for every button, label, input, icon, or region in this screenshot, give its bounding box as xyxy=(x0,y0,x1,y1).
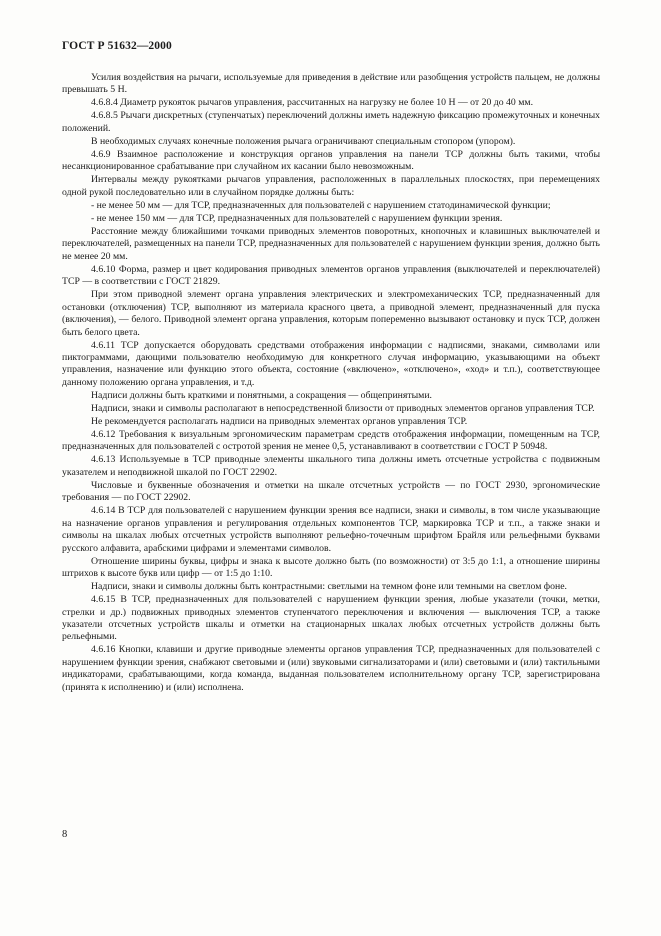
paragraph: 4.6.10 Форма, размер и цвет кодирования приводных элементов органов управления (выключателей и переключателей) ТСР — в соответствии с ГОСТ 21829. xyxy=(62,263,600,288)
paragraph: 4.6.9 Взаимное расположение и конструкция органов управления на панели ТСР должны быть такими, чтобы несанкционированное срабатывание при случайном их касании было невозможным. xyxy=(62,148,600,173)
paragraph: Не рекомендуется располагать надписи на приводных элементах органов управления ТСР. xyxy=(91,415,468,427)
paragraph: Интервалы между рукоятками рычагов управления, расположенных в параллельных плоскостях, при перемещениях одной рукой последовательно или в случайном порядке должны быть: xyxy=(62,174,600,198)
paragraph: 4.6.8.4 Диаметр рукояток рычагов управления, рассчитанных на нагрузку не более 10 Н — от 20 до 40 мм. xyxy=(91,97,534,109)
paragraph: 4.6.16 Кнопки, клавиши и другие приводные элементы органов управления ТСР, предназначенных для пользователей с нарушением функции зрения, снабжают световыми и (или) звуковыми сигнализаторами и (или) световыми и (или) тактильными индикаторами, срабатывающими, когда команда, выданная пользователем исполнительному органу ТСР, зарегистрирована (принята к исполнению) и (или) исполнена. xyxy=(62,644,600,693)
paragraph: Надписи, знаки и символы располагают в непосредственной близости от приводных элементов органов управления ТСР. xyxy=(91,402,595,414)
list-item: - не менее 150 мм — для ТСР, предназначенных для пользователей с нарушением функции зрения. xyxy=(91,212,503,224)
page-number: 8 xyxy=(62,829,68,840)
paragraph: 4.6.12 Требования к визуальным эргономическим параметрам средств отображения информации, помещенным на ТСР, предназначенных для пользователей с остротой зрения не менее 0,5, устанавливают в соответствии с ГОСТ Р 50948. xyxy=(62,428,600,453)
paragraph: 4.6.13 Используемые в ТСР приводные элементы шкального типа должны иметь отсчетные устройства с подвижным указателем и неподвижной шкалой по ГОСТ 22902. xyxy=(62,454,600,478)
paragraph: 4.6.15 В ТСР, предназначенных для пользователей с нарушением функции зрения, любые указатели (точки, метки, стрелки и др.) подвижных приводных элементов ступенчатого переключения и включения — выключения ТСР, а также указатели отсчетных устройств шкалы и отметки на стационарных шкалах любых отсчетных устройств должны быть рельефными. xyxy=(62,594,600,643)
paragraph: При этом приводной элемент органа управления электрических и электромеханических ТСР, предназначенный для остановки (отключения) ТСР, выполняют из материала красного цвета, а приводной элемент, предназначенный для пуска (включения), — белого. Приводной элемент органа управления, которым попеременно вызывают остановку и пуск ТСР, должен быть белого цвета. xyxy=(62,289,600,338)
paragraph: 4.6.11 ТСР допускается оборудовать средствами отображения информации с надписями, знаками, символами или пиктограммами, дающими пользователю необходимую для конкретного случая информацию, указывающими на объект управления, назначение или функцию этого объекта, состояние («включено», «отключено», «ход» и т.п.), соответствующее данному положению органа управления, и т.д. xyxy=(62,339,600,388)
paragraph: В необходимых случаях конечные положения рычага ограничивают специальным стопором (упором). xyxy=(91,135,516,147)
paragraph: 4.6.8.5 Рычаги дискретных (ступенчатых) переключений должны иметь надежную фиксацию промежуточных и конечных положений. xyxy=(62,110,600,134)
paragraph: Расстояние между ближайшими точками приводных элементов поворотных, кнопочных и клавишных выключателей и переключателей, размещенных на панели ТСР, предназначенных для пользователей с нарушением функции зрения, должно быть не менее 20 мм. xyxy=(62,225,600,262)
paragraph: Отношение ширины буквы, цифры и знака к высоте должно быть (по возможности) от 3:5 до 1:1, а отношение ширины штрихов к высоте букв или цифр — от 1:5 до 1:10. xyxy=(62,555,600,580)
paragraph: Надписи должны быть краткими и понятными, а сокращения — общепринятыми. xyxy=(91,389,432,401)
paragraph: Числовые и буквенные обозначения и отметки на шкале отсчетных устройств — по ГОСТ 2930, эргономические требования — по ГОСТ 22902. xyxy=(62,479,600,504)
document-header: ГОСТ Р 51632—2000 xyxy=(62,40,172,52)
document-body xyxy=(62,72,600,695)
paragraph: 4.6.14 В ТСР для пользователей с нарушением функции зрения все надписи, знаки и символы, в том числе указывающие на назначение органов управления и регулирования отдельных компонентов ТСР, маркировка ТСР и т.п., а также знаки и символы на шкалах любых отсчетных устройств выполняют рельефно-точечным шрифтом Брайля или рельефными буквами русского алфавита, арабскими цифрами и элементами символов. xyxy=(62,505,600,554)
list-item: - не менее 50 мм — для ТСР, предназначенных для пользователей с нарушением статодинамической функции; xyxy=(91,199,551,211)
paragraph: Усилия воздействия на рычаги, используемые для приведения в действие или разобщения устройств пальцем, не должны превышать 5 Н. xyxy=(62,72,600,96)
paragraph: Надписи, знаки и символы должны быть контрастными: светлыми на темном фоне или темными на светлом фоне. xyxy=(91,581,567,593)
